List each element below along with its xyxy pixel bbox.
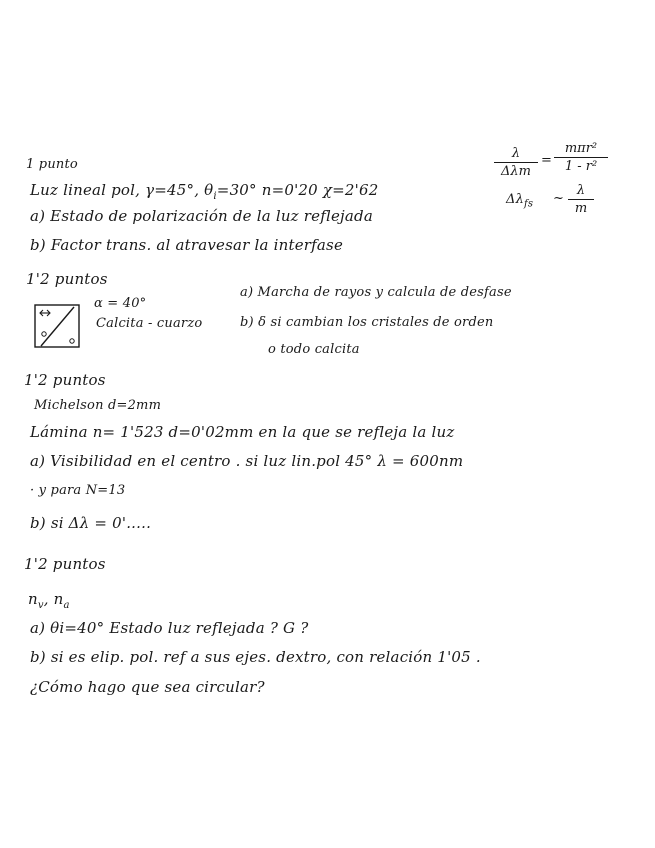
formula-top-lhs-num: λ xyxy=(494,146,538,163)
p3-question-a2: · y para N=13 xyxy=(30,483,126,498)
formula-top-lhs xyxy=(494,146,538,179)
formula-bottom-lhs xyxy=(506,192,533,210)
p3-michelson: Michelson d=2mm xyxy=(34,398,162,413)
p1-question-b: b) Factor trans. al atravesar la interfase xyxy=(30,236,344,254)
p4-points: 1'2 puntos xyxy=(24,555,106,573)
crystal-diagram xyxy=(34,304,80,348)
p3-question-a1: a) Visibilidad en el centro . si luz lin.pol 45° λ = 600nm xyxy=(30,452,464,470)
formula-bottom-lhs-sub: fs xyxy=(524,198,534,210)
formula-top-lhs-den: Δλm xyxy=(501,164,531,179)
p2-question-a: a) Marcha de rayos y calcula de desfase xyxy=(240,285,512,300)
p2-question-b1: b) δ si cambian los cristales de orden xyxy=(240,315,494,330)
p4-n-sub: v xyxy=(37,600,44,611)
p1-given-sub: i xyxy=(213,191,217,202)
formula-bottom-lhs-text: Δλ xyxy=(506,192,525,207)
optic-axis-dot-icon xyxy=(42,332,46,336)
p4-question-b: b) si es elip. pol. ref a sus ejes. dextro, con relación 1'05 . xyxy=(30,648,481,666)
formula-top-eq: = xyxy=(541,153,553,168)
p4-n-sub2: a xyxy=(63,600,70,611)
p3-points: 1'2 puntos xyxy=(24,371,106,389)
p1-given xyxy=(30,181,378,202)
p2-alpha: α = 40° xyxy=(94,296,147,311)
formula-top-rhs-num: mπr² xyxy=(554,141,608,158)
p3-lamina: Lámina n= 1'523 d=0'02mm en la que se refleja la luz xyxy=(30,423,455,441)
p2-question-b2: o todo calcita xyxy=(268,342,360,357)
p4-indices xyxy=(28,590,70,611)
formula-bottom-rhs-den: m xyxy=(574,201,588,216)
p4-question-c: ¿Cómo hago que sea circular? xyxy=(30,678,265,696)
p1-question-a: a) Estado de polarización de la luz reflejada xyxy=(30,207,373,225)
p3-question-b: b) si Δλ = 0'..... xyxy=(30,514,152,532)
formula-bottom-rhs xyxy=(568,183,594,216)
formula-top-rhs xyxy=(554,141,608,174)
p4-question-a: a) θi=40° Estado luz reflejada ? G ? xyxy=(30,619,309,637)
p2-points: 1'2 puntos xyxy=(26,270,108,288)
optic-axis-dot-icon-2 xyxy=(70,339,74,343)
p1-points: 1 punto xyxy=(26,157,78,172)
formula-bottom-rhs-num: λ xyxy=(568,183,594,200)
formula-top-rhs-den: 1 - r² xyxy=(564,159,598,174)
formula-bottom-eq: ~ xyxy=(553,191,565,206)
p1-given-tail: =30° n=0'20 χ=2'62 xyxy=(216,181,379,199)
p1-given-text: Luz lineal pol, γ=45°, θ xyxy=(30,181,214,199)
p2-crystals: Calcita - cuarzo xyxy=(96,316,203,331)
p4-n-tail: , n xyxy=(43,590,64,608)
p4-n: n xyxy=(28,590,38,608)
